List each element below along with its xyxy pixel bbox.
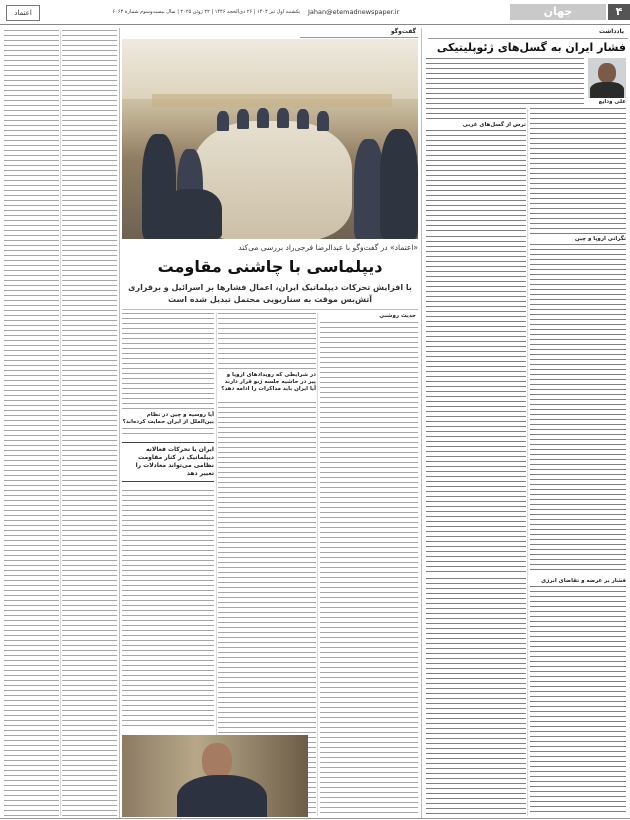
note-text-col1b: [530, 244, 626, 574]
article-subheadline-1: با افزایش تحرکات دیپلماتیک ایران، اعمال فشارها بر اسرائیل و برقراری: [128, 283, 412, 292]
main-text-col3: [122, 313, 214, 409]
pull-quote: [122, 442, 214, 482]
header-date-line: یکشنبه اول تیر ۱۴۰۴ | ۲۶ ذی‌الحجه ۱۴۴۶ | ۲۲ ژوئن ۲۰۲۵ | سال بیست‌وسوم شماره ۶۰۶۴: [112, 9, 300, 15]
pull-quote-text: ایران با تحرکات فعالانه دیپلماتیک در کنار مقاومت نظامی می‌تواند معادلات را تغییر دهد: [135, 446, 214, 477]
left-text-col1: [62, 30, 117, 816]
interviewee-head: [202, 743, 232, 779]
photo-person: [237, 109, 249, 129]
interviewee-photo: [122, 735, 308, 817]
left-text-col2: [4, 30, 59, 816]
photo-person: [380, 129, 418, 239]
main-text-col3b: [122, 428, 214, 438]
photo-person: [257, 108, 269, 128]
photo-person: [297, 109, 309, 129]
photo-person: [317, 111, 329, 131]
article-headline: دیپلماسی با چاشنی مقاومت: [157, 257, 383, 276]
article-byline: حدیث روشنی: [379, 313, 416, 319]
note-text-col2c: [426, 236, 526, 574]
newspaper-logo: [6, 5, 40, 21]
photo-person: [217, 111, 229, 131]
main-photo: [122, 39, 418, 239]
note-text-col1c: [530, 586, 626, 816]
left-inner-divider: [60, 30, 61, 816]
main-text-col2: [218, 313, 316, 369]
note-text-col2: [426, 108, 526, 120]
photo-person: [162, 189, 222, 239]
section-bar: [510, 4, 606, 20]
note-author: علی ودایع: [598, 99, 626, 105]
main-col-divider: [317, 313, 318, 816]
note-inner-divider: [527, 108, 528, 816]
note-subhead-2: نگرانی اروپا و چین: [574, 236, 626, 242]
question-2: آیا روسیه و چین در نظام بین‌الملل از ایران حمایت کرده‌اند؟: [122, 412, 214, 425]
section-title: جهان: [543, 5, 573, 18]
note-column-divider: [421, 28, 422, 818]
note-subhead-1: ترس از گسل‌های غربی: [462, 122, 526, 128]
note-text-col1: [530, 108, 626, 234]
interviewee-body: [177, 775, 267, 817]
headline-rule: [122, 309, 418, 310]
talk-label: [300, 28, 418, 38]
photo-person: [277, 108, 289, 128]
note-label-text: یادداشت: [599, 28, 624, 35]
article-subheadline-2: آتش‌بس موقت به سناریویی محتمل تبدیل شده است: [167, 295, 373, 304]
note-headline: فشار ایران به گسل‌های ژئوپلیتیکی: [436, 41, 626, 54]
main-text-col3c: [122, 490, 214, 730]
main-text-col1: [320, 322, 418, 816]
photo-window-light: [122, 39, 418, 99]
question-1: در شرایطی که رویدادهای اروپا و پیر در حاشیه جلسه ژنو قرار دارند آیا ایران باید مذاکرات را ادامه دهد؟: [221, 372, 316, 392]
page-bottom-rule: [0, 818, 630, 819]
note-label: [428, 28, 628, 39]
author-body: [590, 82, 624, 98]
note-subhead-3: فشار بر عرضه و تقاضای انرژی: [541, 578, 626, 584]
page-number: ۴: [615, 5, 623, 18]
page-number-box: [608, 4, 630, 20]
author-head: [598, 63, 616, 83]
logo-text: اعتماد: [14, 9, 32, 17]
top-header: [0, 0, 630, 25]
header-email: Jahan@etemadnewspaper.ir: [308, 8, 400, 16]
talk-label-text: گفت‌وگو: [390, 28, 416, 35]
article-overtitle: «اعتماد» در گفت‌وگو با عبدالرضا فرجی‌راد بررسی می‌کند: [238, 243, 418, 252]
photo-back-wall: [152, 94, 392, 108]
note-text-top-right: [426, 58, 584, 106]
note-text-col2d: [426, 578, 526, 816]
note-text-col2b: [426, 130, 526, 234]
author-photo: [588, 58, 626, 98]
left-column-divider: [119, 28, 120, 818]
